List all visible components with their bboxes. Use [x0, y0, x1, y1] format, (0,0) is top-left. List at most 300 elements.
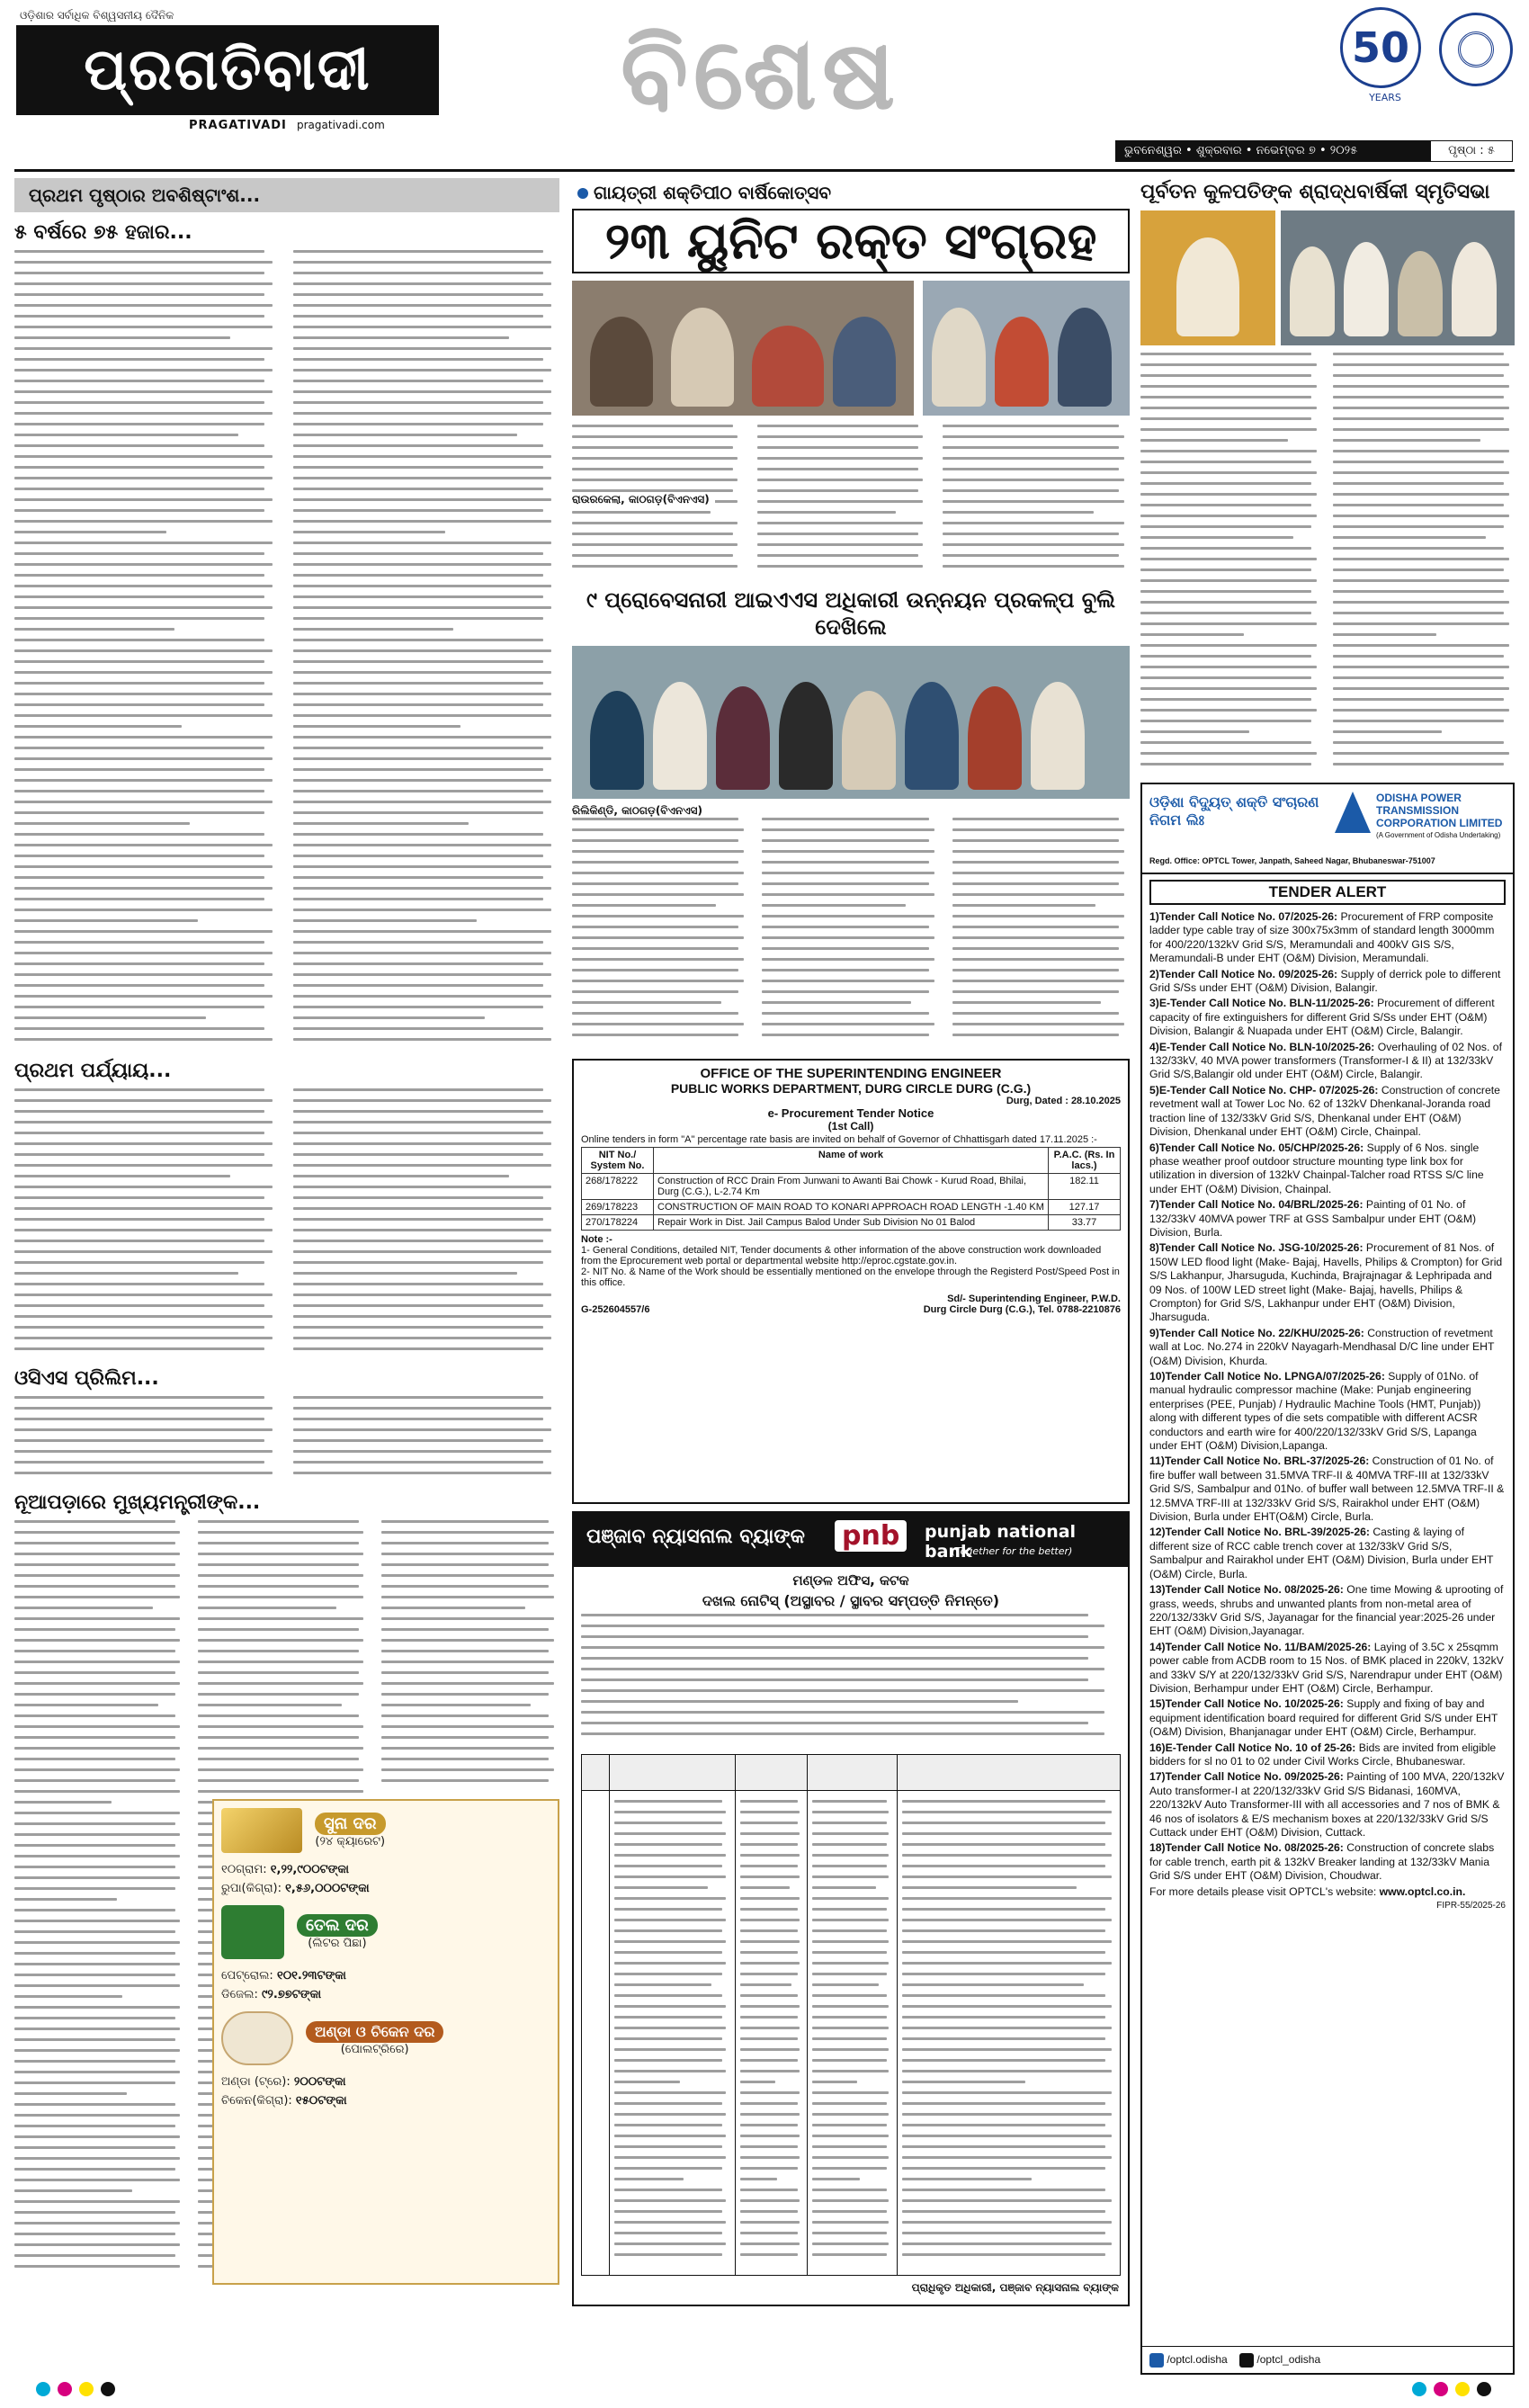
- body-text-line: [293, 315, 543, 318]
- body-text-line: [1333, 471, 1509, 474]
- body-text-line: [14, 1337, 273, 1339]
- body-text-line: [762, 936, 934, 939]
- body-text-line: [14, 1984, 180, 1987]
- body-text-line: [902, 1875, 1112, 1878]
- body-text-line: [1140, 752, 1317, 755]
- body-text-line: [812, 1886, 876, 1889]
- body-text-line: [198, 1520, 359, 1523]
- body-text-line: [14, 1563, 175, 1566]
- pwd-col-work: Name of work: [654, 1148, 1049, 1174]
- body-text-line: [614, 2221, 726, 2224]
- body-text-line: [812, 2145, 887, 2148]
- body-text-line: [293, 293, 543, 296]
- body-text-line: [293, 1337, 551, 1339]
- body-text-line: [572, 457, 738, 460]
- body-text-line: [812, 2037, 887, 2040]
- body-text-line: [293, 412, 551, 415]
- body-text-line: [293, 952, 551, 954]
- body-text-line: [952, 904, 1096, 907]
- body-text-line: [1140, 601, 1317, 604]
- body-text-line: [572, 915, 744, 918]
- optcl-header: [1142, 784, 1513, 874]
- body-text-line: [14, 1164, 273, 1167]
- body-text-line: [812, 2091, 889, 2094]
- body-text-line: [614, 1962, 726, 1965]
- body-text-line: [762, 861, 928, 864]
- body-text-line: [614, 2242, 726, 2245]
- body-text-line: [614, 1951, 722, 1954]
- ias-story-body: [572, 818, 1130, 1052]
- body-text-line: [293, 747, 543, 749]
- body-text-line: [812, 2199, 889, 2202]
- body-text-line: [812, 2253, 887, 2256]
- x-icon[interactable]: [1239, 2353, 1254, 2368]
- body-text-line: [293, 757, 551, 760]
- body-text-line: [14, 1196, 264, 1199]
- body-text-line: [293, 423, 543, 425]
- body-text-line: [902, 1962, 1112, 1965]
- body-text-line: [14, 2135, 180, 2138]
- tender-notice-item: 18)Tender Call Notice No. 08/2025-26: Construction of concrete slabs for cable trench, earth pit & 132kV Breaker landing at 132/33kV Mania Grid S/S under EHT (O&M) Division, Choudwar.: [1149, 1841, 1495, 1883]
- body-text-line: [812, 1983, 879, 1986]
- body-text-line: [14, 2092, 127, 2095]
- body-text-line: [381, 1585, 549, 1588]
- body-text-line: [614, 2048, 726, 2051]
- body-text-line: [943, 511, 1094, 514]
- body-text-line: [198, 1661, 363, 1663]
- body-text-line: [614, 2102, 722, 2105]
- body-text-line: [614, 1908, 722, 1911]
- body-text-line: [14, 2200, 180, 2203]
- body-text-line: [293, 1175, 509, 1177]
- pwd-note-2: 2- NIT No. & Name of the Work should be essentially mentioned on the envelope through the Registerd Post/Speed Post in this office.: [581, 1267, 1120, 1288]
- body-text-line: [293, 520, 551, 523]
- body-text-line: [14, 1909, 175, 1911]
- body-text-line: [293, 1315, 551, 1318]
- headline-ias-visit: ୯ ପ୍ରୋବେସନାରୀ ଆଇଏଏସ ଅଧିକାରୀ ଉନ୍ନୟନ ପ୍ରକଳ୍ପ ବୁଲି ଦେଖିଲେ: [586, 586, 1116, 640]
- body-text-line: [572, 511, 711, 514]
- tender-alert-title: TENDER ALERT: [1149, 880, 1506, 905]
- body-text-line: [812, 1843, 887, 1846]
- body-text-line: [740, 1865, 798, 1867]
- body-text-line: [812, 1951, 887, 1954]
- body-text-line: [902, 2005, 1112, 2008]
- page-number: ପୃଷ୍ଠା : ୫: [1430, 140, 1513, 162]
- body-text-line: [14, 1736, 175, 1739]
- body-text-line: [614, 1822, 722, 1824]
- body-text-line: [902, 2156, 1112, 2159]
- body-text-line: [14, 1682, 180, 1685]
- body-text-line: [740, 2091, 800, 2094]
- body-text-line: [14, 973, 273, 976]
- body-text-line: [198, 1531, 363, 1534]
- body-text-line: [293, 1038, 551, 1041]
- body-text-line: [293, 898, 543, 900]
- body-text-line: [902, 1832, 1112, 1835]
- body-text-line: [902, 1951, 1105, 1954]
- pwd-sign-1: Sd/- Superintending Engineer, P.W.D.: [947, 1294, 1121, 1304]
- body-text-line: [902, 2102, 1105, 2105]
- tender-notice-item: 14)Tender Call Notice No. 11/BAM/2025-26: Laying of 3.5C x 25sqmm power cable from ACDB room to 15 Nos. of BMK placed in 220kV, 132kV and 33kV S/Y at 220/132/33kV Grid S/S, Narendrapur under EHT (O&M) Division, Berhampur under EHT (O&M) Circle, Berhampur.: [1149, 1640, 1504, 1695]
- body-text-line: [762, 828, 934, 831]
- body-text-line: [198, 1693, 359, 1696]
- gold-bar-icon: [221, 1808, 302, 1853]
- body-text-line: [757, 554, 918, 557]
- body-text-line: [14, 455, 273, 458]
- body-text-line: [198, 1714, 359, 1717]
- body-text-line: [952, 872, 1124, 874]
- body-text-line: [14, 347, 273, 350]
- body-text-line: [1333, 568, 1504, 571]
- body-text-line: [952, 839, 1119, 842]
- body-text-line: [14, 1747, 180, 1750]
- registration-mark-magenta-right: [1434, 2382, 1448, 2396]
- body-text-line: [293, 855, 543, 857]
- body-text-line: [381, 1628, 549, 1631]
- body-text-line: [14, 1628, 175, 1631]
- table-row: 268/178222 Construction of RCC Drain From Junwani to Awanti Bai Chowk - Kurud Road, Bhilai, Durg (C.G.), L-2.74 Km 182.11: [582, 1174, 1121, 1200]
- pnb-office: ମଣ୍ଡଳ ଅଫିସ, କଟକ: [792, 1572, 909, 1589]
- body-text-line: [740, 1897, 800, 1900]
- body-text-line: [14, 1153, 264, 1156]
- body-text-line: [14, 2179, 180, 2181]
- body-text-line: [757, 468, 918, 470]
- body-text-line: [1140, 385, 1317, 388]
- gold-rate-title: ସୁନା ଦର: [315, 1813, 386, 1835]
- headline-blood-donation: ୨୩ ୟୁନିଟ ରକ୍ତ ସଂଗ୍ରହ: [572, 209, 1130, 273]
- body-text-line: [14, 1006, 264, 1008]
- body-text-line: [757, 479, 923, 481]
- body-text-line: [293, 531, 445, 533]
- body-text-line: [198, 1650, 359, 1652]
- body-text-line: [740, 2081, 775, 2083]
- body-text-line: [902, 2167, 1105, 2170]
- body-text-line: [14, 1855, 180, 1857]
- body-text-line: [14, 1304, 264, 1307]
- body-text-line: [14, 520, 273, 523]
- body-text-line: [614, 2005, 726, 2008]
- body-text-line: [381, 1596, 554, 1598]
- body-text-line: [14, 2103, 175, 2106]
- body-text-line: [14, 822, 190, 825]
- body-text-line: [293, 1164, 551, 1167]
- body-text-line: [14, 1963, 180, 1965]
- body-text-line: [740, 2016, 798, 2019]
- body-text-line: [812, 1875, 889, 1878]
- body-text-line: [1140, 633, 1244, 636]
- body-text-line: [14, 2157, 180, 2160]
- body-text-line: [902, 1973, 1105, 1975]
- body-text-line: [14, 282, 273, 285]
- body-text-line: [14, 2071, 180, 2073]
- body-text-line: [614, 2135, 726, 2137]
- body-text-line: [902, 2048, 1112, 2051]
- body-text-line: [952, 990, 1119, 993]
- body-text-line: [293, 1006, 543, 1008]
- brand-tagline: ଓଡ଼ିଶାର ସର୍ବାଧିକ ବିଶ୍ୱସନୀୟ ଦୈନିକ: [20, 9, 174, 22]
- body-text-line: [14, 1974, 175, 1976]
- pwd-note-1: 1- General Conditions, detailed NIT, Tender documents & other information of the above construction work downloaded from the Eprocurement web portal or departmental website http://eproc.cgstate.gov.in.: [581, 1245, 1102, 1267]
- body-text-line: [757, 533, 918, 535]
- body-text-line: [14, 390, 273, 393]
- tender-notice-item: 16)E-Tender Call Notice No. 10 of 25-26: Bids are invited from eligible bidders for sl no 01 to 02 under Civil Works Circle, Bhubaneswar.: [1149, 1741, 1497, 1768]
- body-text-line: [1140, 579, 1317, 582]
- facebook-icon[interactable]: [1149, 2353, 1164, 2368]
- body-text-line: [14, 2017, 175, 2019]
- optcl-english-name: ODISHA POWER TRANSMISSION CORPORATION LIMITED: [1376, 792, 1503, 829]
- body-text-line: [614, 2124, 722, 2126]
- body-text-line: [14, 563, 273, 566]
- optcl-website-link[interactable]: www.optcl.co.in.: [1379, 1884, 1466, 1898]
- body-text-line: [293, 326, 551, 328]
- body-text-line: [740, 1843, 798, 1846]
- body-text-line: [1333, 590, 1504, 593]
- body-text-line: [293, 542, 551, 544]
- body-text-line: [293, 509, 543, 512]
- body-text-line: [14, 1207, 273, 1210]
- body-text-line: [902, 2145, 1105, 2148]
- pnb-intro-text: [581, 1614, 1121, 1749]
- body-text-line: [757, 489, 918, 492]
- body-text-line: [614, 1983, 711, 1986]
- body-text-line: [14, 768, 264, 771]
- body-text-line: [14, 1876, 180, 1879]
- body-text-line: [293, 725, 460, 728]
- body-text-line: [381, 1520, 549, 1523]
- body-text-line: [14, 1930, 175, 1933]
- pwd-sign-2: Durg Circle Durg (C.G.), Tel. 0788-2210876: [923, 1304, 1121, 1315]
- optcl-ref: FIPR-55/2025-26: [1436, 1901, 1506, 1911]
- body-text-line: [14, 1542, 175, 1544]
- body-text-line: [14, 2222, 180, 2224]
- optcl-english-sub: (A Government of Odisha Undertaking): [1376, 831, 1501, 839]
- body-text-line: [812, 2210, 887, 2213]
- brand-website[interactable]: pragativadi.com: [297, 119, 385, 131]
- body-text-line: [1140, 763, 1311, 765]
- body-text-line: [1333, 741, 1504, 744]
- body-text-line: [1333, 428, 1509, 431]
- body-text-line: [1333, 450, 1509, 452]
- body-text-line: [293, 1304, 543, 1307]
- body-text-line: [1333, 504, 1504, 506]
- body-text-line: [572, 435, 738, 438]
- body-text-line: [14, 1099, 273, 1102]
- body-text-line: [14, 1639, 180, 1642]
- body-text-line: [572, 828, 744, 831]
- body-text-line: [14, 887, 273, 890]
- body-text-line: [14, 401, 264, 404]
- body-text-line: [14, 1553, 180, 1555]
- body-text-line: [740, 2059, 798, 2062]
- body-text-line: [14, 865, 273, 868]
- body-text-line: [14, 1704, 158, 1706]
- body-text-line: [293, 941, 543, 944]
- brand-logo[interactable]: ପ୍ରଗତିବାଦୀ: [16, 25, 439, 115]
- body-text-line: [198, 1553, 363, 1555]
- body-text-line: [14, 1758, 175, 1760]
- body-text-line: [293, 811, 543, 814]
- body-text-line: [381, 1704, 531, 1706]
- body-text-line: [943, 446, 1119, 449]
- body-text-line: [14, 1585, 175, 1588]
- body-text-line: [1140, 482, 1311, 485]
- body-text-line: [293, 822, 469, 825]
- body-text-line: [614, 1800, 722, 1803]
- pwd-ref: G-252604557/6: [581, 1304, 650, 1315]
- body-text-line: [14, 1407, 273, 1410]
- body-text-line: [293, 1110, 543, 1113]
- registration-mark-magenta: [58, 2382, 72, 2396]
- body-text-line: [902, 2232, 1105, 2234]
- body-text-line: [381, 1650, 549, 1652]
- body-text-line: [572, 1034, 738, 1036]
- body-text-line: [812, 1973, 887, 1975]
- body-text-line: [1333, 515, 1509, 517]
- body-text-line: [293, 250, 543, 253]
- body-text-line: [614, 1865, 722, 1867]
- body-text-line: [1140, 644, 1317, 647]
- body-text-line: [293, 682, 543, 685]
- body-text-line: [943, 468, 1119, 470]
- blood-story-body-c: [943, 425, 1130, 577]
- optcl-social-2[interactable]: /optcl_odisha: [1256, 2353, 1321, 2366]
- body-text-line: [614, 2232, 722, 2234]
- body-text-line: [293, 639, 543, 641]
- body-text-line: [581, 1635, 1088, 1638]
- egg-rate-subtitle: (ପୋଲଟ୍ରିରେ): [340, 2042, 409, 2056]
- body-text-line: [14, 552, 264, 555]
- continuation-banner: ପ୍ରଥମ ପୃଷ୍ଠାର ଅବଶିଷ୍ଟାଂଶ...: [14, 178, 559, 212]
- body-text-line: [1140, 676, 1311, 679]
- body-text-line: [14, 1671, 175, 1674]
- body-text-line: [14, 2028, 180, 2030]
- body-text-line: [293, 887, 551, 890]
- body-text-line: [293, 1326, 543, 1329]
- body-text-line: [812, 1940, 889, 1943]
- body-text-line: [293, 1240, 543, 1242]
- body-text-line: [740, 1822, 798, 1824]
- optcl-notice-list: [1142, 910, 1513, 1884]
- body-text-line: [381, 1693, 549, 1696]
- right-column: [1140, 178, 1515, 2375]
- pnb-table: [581, 1754, 1121, 2276]
- anniversary-logo: 50: [1340, 7, 1421, 88]
- tender-notice-item: 17)Tender Call Notice No. 09/2025-26: Painting of 100 MVA, 220/132kV Auto transformer-I at 220/132/33kV Grid S/S Bidanasi, 160MVA, 220/132kV Auto Transformer-III with all accessories and 7 nos of BMK & 46 nos of isolators & E/S mechanism boxes at 220/132/33kV Grid S/S Cuttack under EHT (O&M) Division, Cuttack.: [1149, 1770, 1505, 1839]
- body-text-line: [1333, 353, 1504, 355]
- body-text-line: [381, 1747, 554, 1750]
- body-text-line: [381, 1563, 549, 1566]
- body-text-line: [757, 565, 923, 568]
- body-text-line: [614, 2016, 722, 2019]
- body-text-line: [1333, 666, 1509, 668]
- body-text-line: [581, 1668, 1104, 1670]
- body-text-line: [198, 1574, 363, 1577]
- body-text-line: [198, 1617, 363, 1620]
- body-text-line: [572, 1001, 721, 1004]
- body-text-line: [572, 839, 738, 842]
- body-text-line: [740, 2232, 798, 2234]
- body-text-line: [1333, 461, 1504, 463]
- body-text-line: [293, 1142, 551, 1145]
- body-text-line: [740, 2253, 798, 2256]
- body-text-line: [757, 425, 918, 427]
- blood-dateline: ରାଉରକେଲା, କାଠଗଡ଼(ବିଏନଏସ): [572, 493, 715, 506]
- body-text-line: [293, 865, 551, 868]
- optcl-social-1[interactable]: /optcl.odisha: [1167, 2353, 1228, 2366]
- body-text-line: [614, 2253, 722, 2256]
- body-text-line: [293, 304, 551, 307]
- body-text-line: [1140, 698, 1311, 701]
- body-text-line: [902, 2081, 1025, 2083]
- body-text-line: [14, 1461, 264, 1464]
- body-text-line: [14, 682, 264, 685]
- body-text-line: [14, 1920, 180, 1922]
- body-text-line: [14, 2243, 180, 2246]
- oil-rate-title: ତେଲ ଦର: [297, 1914, 378, 1937]
- body-text-line: [1333, 374, 1504, 377]
- body-text-line: [614, 1940, 726, 1943]
- body-text-line: [740, 2124, 798, 2126]
- body-text-line: [198, 1779, 359, 1782]
- body-text-line: [740, 1962, 800, 1965]
- body-text-line: [902, 1940, 1112, 1943]
- body-text-line: [381, 1639, 554, 1642]
- body-text-line: [14, 509, 264, 512]
- tender-notice-item: 10)Tender Call Notice No. LPNGA/07/2025-26: Supply of 01No. of manual hydraulic compressor machine (Make: Punjab engineering enterprises (PEE, Punjab) / Hydraulic Machine Tools (HMT, Punjab)) along with different types of die sets compatible with different ACSR conductors and earth wire for 400/220/132/33kV Grid S/S, Lapanga under EHT (O&M) Division,Lapanga.: [1149, 1370, 1481, 1453]
- body-text-line: [14, 595, 264, 598]
- body-text-line: [14, 1952, 175, 1955]
- body-text-line: [757, 543, 923, 546]
- bullet-icon: [577, 188, 588, 199]
- body-text-line: [198, 1768, 363, 1771]
- body-text-line: [952, 969, 1119, 971]
- body-text-line: [740, 2135, 800, 2137]
- body-text-line: [293, 790, 543, 792]
- body-text-line: [812, 2113, 889, 2116]
- body-text-line: [14, 962, 264, 965]
- body-text-line: [293, 779, 551, 782]
- body-text-line: [293, 1121, 551, 1123]
- body-text-line: [293, 736, 551, 739]
- body-text-line: [14, 628, 174, 631]
- body-text-line: [293, 1272, 517, 1275]
- body-text-line: [581, 1722, 1088, 1724]
- body-text-line: [1140, 504, 1311, 506]
- body-text-line: [14, 1439, 264, 1442]
- body-text-line: [14, 326, 273, 328]
- body-text-line: [14, 693, 273, 695]
- body-text-line: [14, 1617, 180, 1620]
- body-text-line: [902, 1994, 1105, 1997]
- optcl-odia-name: ଓଡ଼ିଶା ବିଦ୍ୟୁତ୍ ଶକ୍ତି ସଂଚାରଣ ନିଗମ ଲିଃ: [1149, 793, 1319, 828]
- body-text-line: [812, 1865, 887, 1867]
- body-text-line: [581, 1657, 1088, 1660]
- body-text-line: [812, 1929, 887, 1932]
- body-text-line: [14, 1229, 273, 1231]
- body-text-line: [614, 1897, 726, 1900]
- body-text-line: [1140, 536, 1293, 539]
- body-text-line: [572, 958, 744, 961]
- body-text-line: [198, 1628, 359, 1631]
- body-text-line: [952, 1012, 1119, 1015]
- body-text-line: [943, 533, 1119, 535]
- body-text-line: [293, 703, 543, 706]
- body-text-line: [902, 2037, 1105, 2040]
- registration-mark-yellow-right: [1455, 2382, 1470, 2396]
- story-head-3: ଓସିଏସ ପ୍ରିଲିମ...: [14, 1367, 159, 1390]
- body-text-line: [812, 1800, 887, 1803]
- body-text-line: [293, 1261, 543, 1264]
